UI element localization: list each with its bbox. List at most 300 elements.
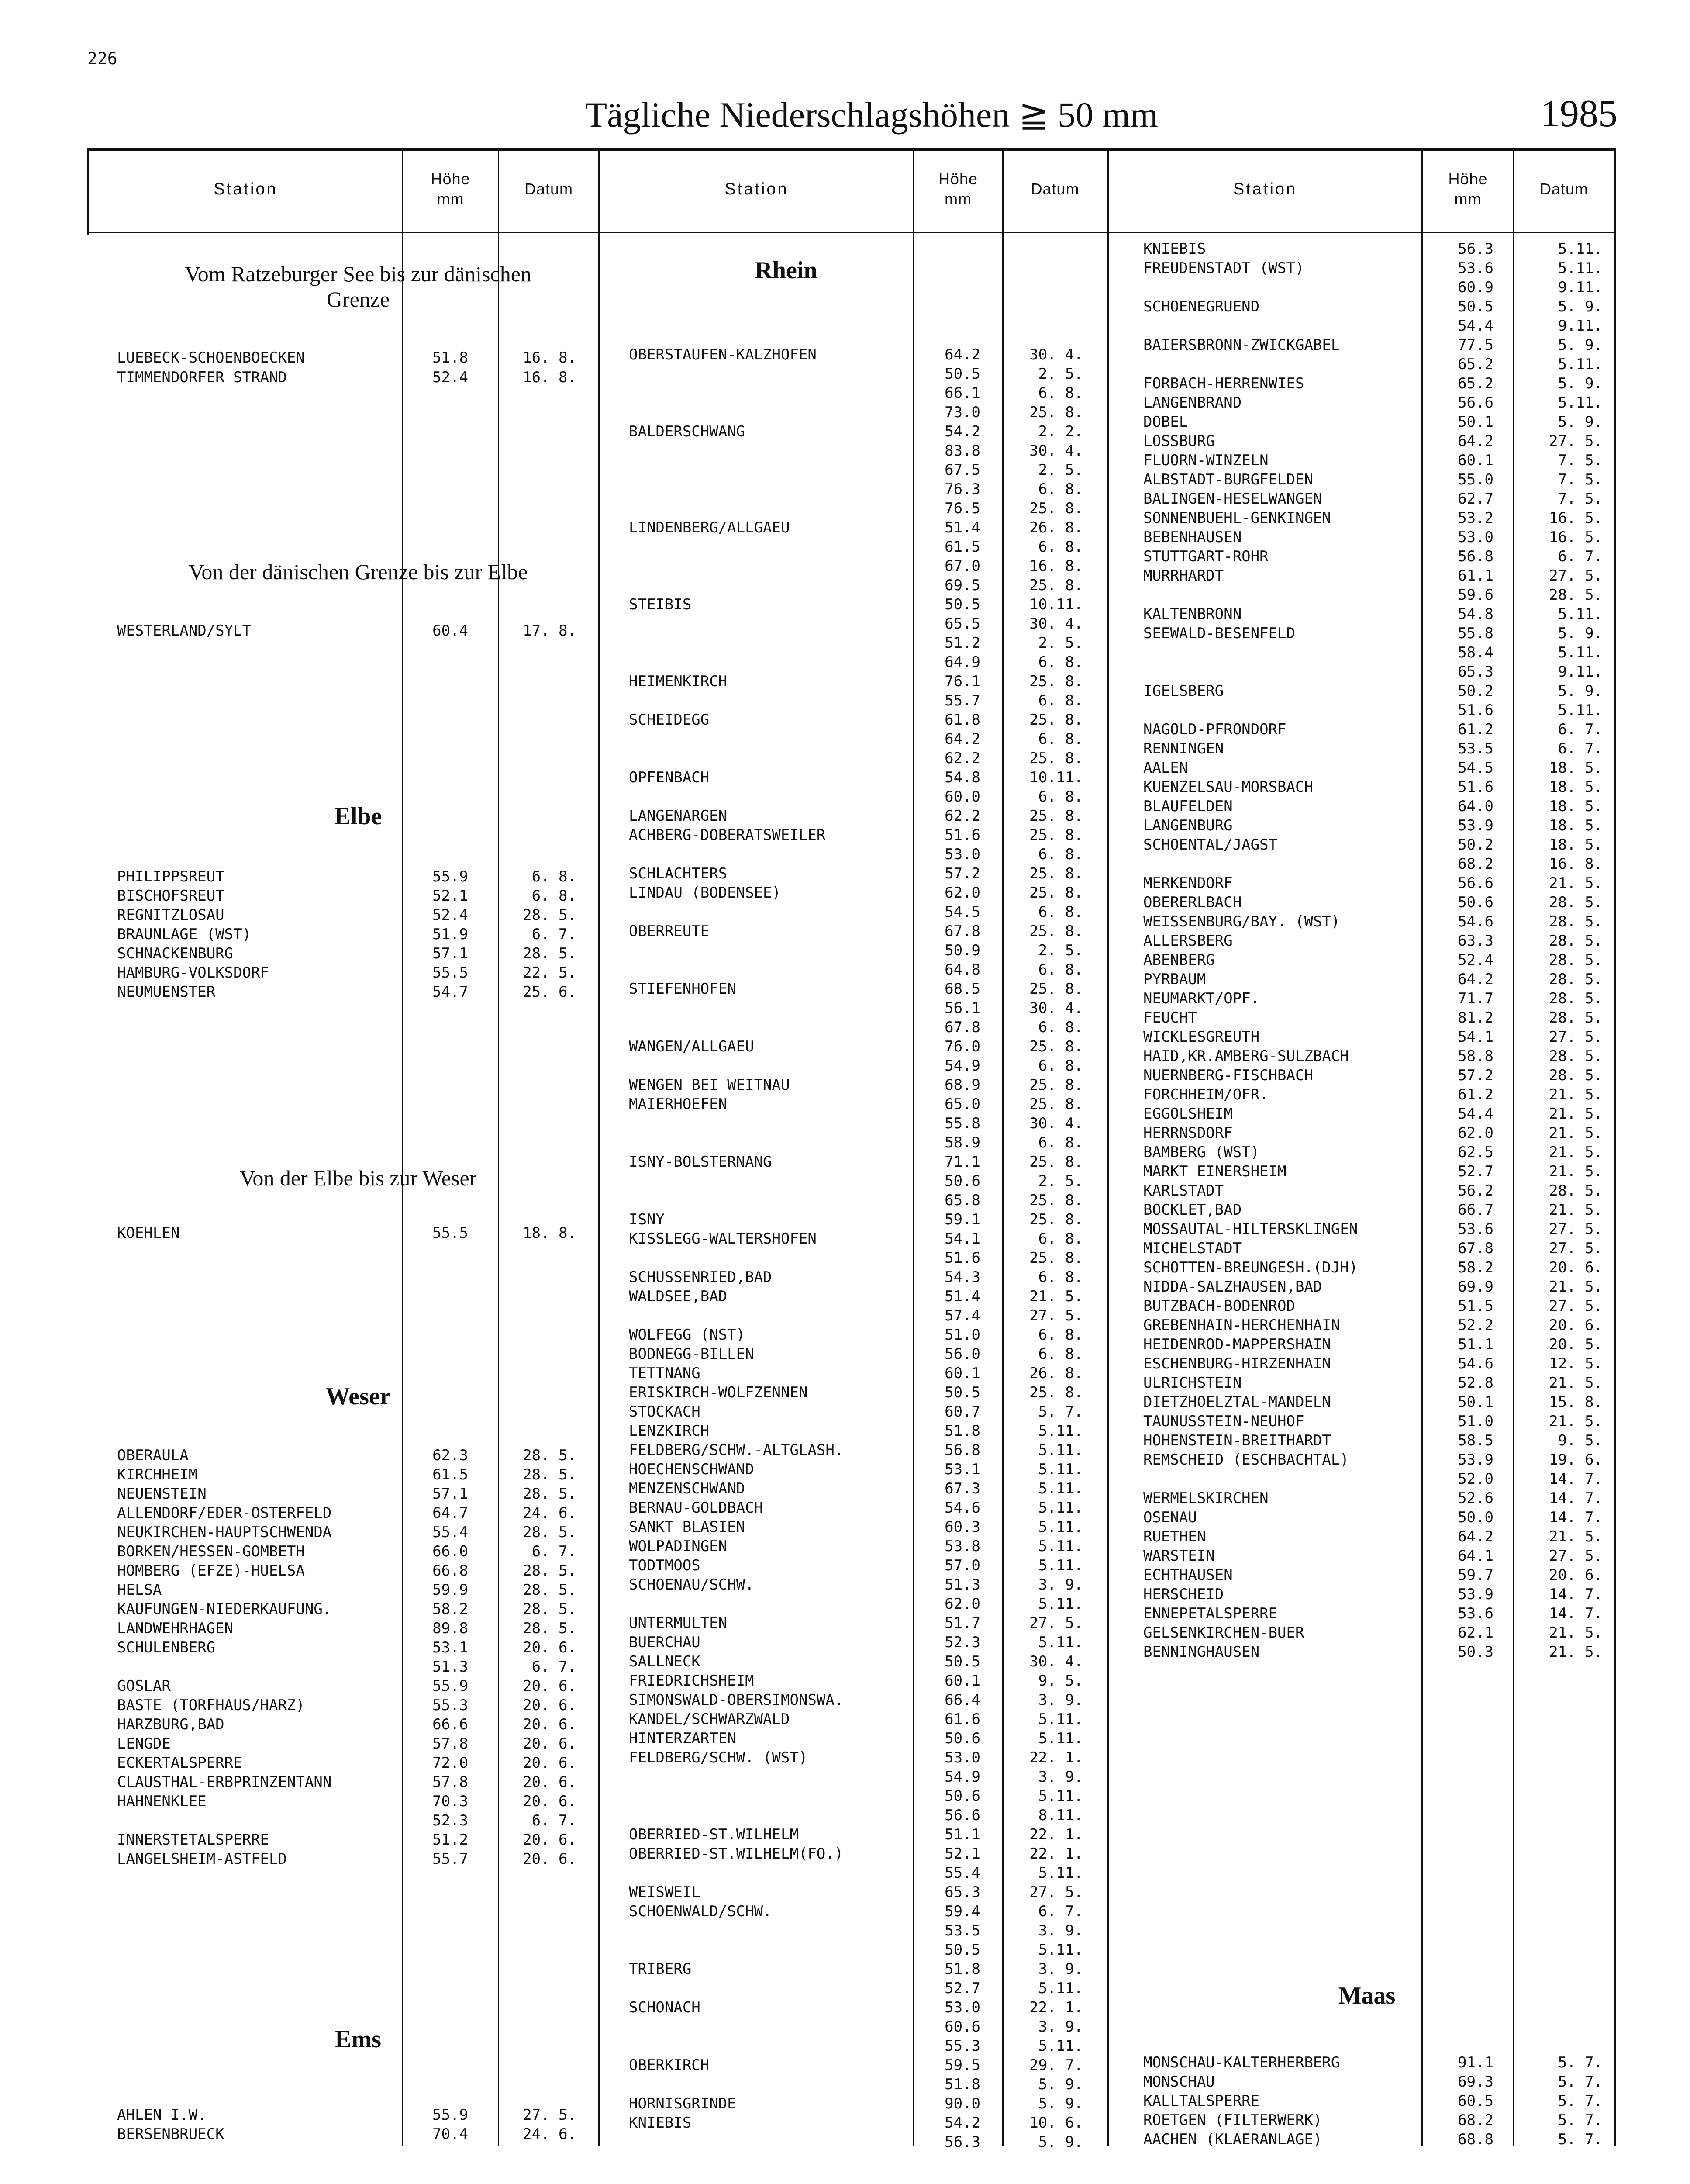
station-name: BASTE (TORFHAUS/HARZ) <box>117 1697 305 1714</box>
precip-date: 3. 9. <box>1038 1576 1083 1593</box>
station-name: KALLTALSPERRE <box>1143 2092 1260 2110</box>
region-heading: Weser <box>325 1383 391 1410</box>
precip-height: 65.0 <box>945 1095 980 1113</box>
precip-height: 62.7 <box>1458 490 1493 508</box>
precip-date: 5.11. <box>1038 2037 1083 2055</box>
precip-height: 53.1 <box>432 1639 468 1656</box>
precip-height: 55.9 <box>432 2106 468 2124</box>
station-name: BERSENBRUECK <box>117 2125 224 2143</box>
precip-date: 3. 9. <box>1038 1768 1083 1786</box>
station-name: HAHNENKLEE <box>117 1793 207 1810</box>
precip-height: 52.0 <box>1458 1470 1493 1488</box>
precip-date: 19. 6. <box>1549 1451 1603 1469</box>
precip-date: 7. 5. <box>1558 471 1603 488</box>
precip-date: 21. 5. <box>1549 1528 1603 1545</box>
precip-height: 69.5 <box>945 577 980 594</box>
column-divider <box>598 148 600 2146</box>
precip-height: 50.6 <box>945 1787 980 1805</box>
precip-date: 30. 4. <box>1029 1653 1083 1670</box>
station-name: FORBACH-HERRENWIES <box>1143 375 1304 392</box>
precip-date: 5.11. <box>1038 1730 1083 1747</box>
precip-date: 28. 5. <box>1549 1009 1603 1026</box>
precip-height: 52.8 <box>1458 1374 1493 1392</box>
station-name: BUTZBACH-BODENROD <box>1143 1297 1295 1315</box>
precip-date: 6. 7. <box>531 1812 576 1829</box>
station-name: LANGENBURG <box>1143 817 1233 834</box>
precip-date: 21. 5. <box>1549 1201 1603 1219</box>
precip-date: 21. 5. <box>1549 1643 1603 1661</box>
precip-date: 28. 5. <box>1549 932 1603 950</box>
station-name: SCHOTTEN-BREUNGESH.(DJH) <box>1143 1259 1358 1276</box>
precip-date: 5. 9. <box>1558 298 1603 315</box>
precip-height: 54.7 <box>432 983 468 1001</box>
precip-height: 62.2 <box>945 750 980 767</box>
precip-height: 55.0 <box>1458 471 1493 488</box>
station-name: PHILIPPSREUT <box>117 868 224 885</box>
precip-height: 65.2 <box>1458 375 1493 392</box>
precip-height: 54.8 <box>945 769 980 786</box>
precip-height: 76.5 <box>945 500 980 517</box>
station-name: TODTMOOS <box>629 1557 700 1574</box>
header-station: Station <box>724 180 789 198</box>
precip-date: 14. 7. <box>1549 1509 1603 1526</box>
station-name: BALDERSCHWANG <box>629 423 745 440</box>
station-name: SONNENBUEHL-GENKINGEN <box>1143 509 1331 527</box>
station-name: HERRNSDORF <box>1143 1124 1233 1142</box>
precip-date: 5.11. <box>1038 1941 1083 1959</box>
precip-height: 54.2 <box>945 423 980 440</box>
precip-date: 5.11. <box>1558 356 1603 373</box>
precip-date: 6. 7. <box>1558 548 1603 565</box>
station-name: LINDENBERG/ALLGAEU <box>629 519 790 536</box>
precip-height: 60.3 <box>945 1518 980 1536</box>
station-name: KIRCHHEIM <box>117 1466 198 1483</box>
station-name: KNIEBIS <box>629 2114 692 2132</box>
precip-height: 54.1 <box>945 1230 980 1248</box>
precip-date: 5.11. <box>1558 702 1603 719</box>
precip-date: 28. 5. <box>523 945 576 962</box>
precip-height: 67.8 <box>945 1019 980 1036</box>
station-name: HAMBURG-VOLKSDORF <box>117 964 269 981</box>
precip-height: 66.1 <box>945 384 980 402</box>
precip-height: 56.6 <box>1458 394 1493 411</box>
precip-date: 16. 8. <box>1029 557 1083 575</box>
precip-height: 64.1 <box>1458 1547 1493 1565</box>
precip-height: 60.4 <box>432 622 468 639</box>
station-name: NEUMARKT/OPF. <box>1143 990 1260 1007</box>
station-name: SCHOENAU/SCHW. <box>629 1576 754 1593</box>
precip-height: 59.4 <box>945 1903 980 1920</box>
station-name: DIETZHOELZTAL-MANDELN <box>1143 1393 1331 1411</box>
precip-height: 58.2 <box>432 1600 468 1618</box>
precip-date: 20. 6. <box>523 1850 576 1868</box>
precip-date: 20. 6. <box>1549 1317 1603 1334</box>
station-name: OBERAULA <box>117 1447 189 1464</box>
precip-date: 25. 8. <box>1029 577 1083 594</box>
precip-date: 6. 8. <box>531 887 576 905</box>
precip-date: 9.11. <box>1558 279 1603 296</box>
precip-height: 50.2 <box>1458 836 1493 854</box>
precip-date: 18. 8. <box>523 1224 576 1242</box>
precip-date: 6. 8. <box>1038 1345 1083 1363</box>
precip-date: 6. 8. <box>1038 846 1083 863</box>
precip-date: 8.11. <box>1038 1807 1083 1824</box>
precip-height: 66.7 <box>1458 1201 1493 1219</box>
precip-date: 25. 8. <box>1029 1038 1083 1055</box>
station-name: BEBENHAUSEN <box>1143 529 1242 546</box>
station-name: UNTERMULTEN <box>629 1614 728 1632</box>
precip-date: 28. 5. <box>1549 913 1603 930</box>
precip-date: 27. 5. <box>1029 1307 1083 1324</box>
precip-date: 5. 9. <box>1558 625 1603 642</box>
precip-height: 65.5 <box>945 615 980 632</box>
precip-height: 64.2 <box>1458 971 1493 988</box>
station-name: HEIDENROD-MAPPERSHAIN <box>1143 1336 1331 1353</box>
station-name: BODNEGG-BILLEN <box>629 1345 754 1363</box>
precip-height: 53.0 <box>945 1749 980 1766</box>
station-name: FELDBERG/SCHW.-ALTGLASH. <box>629 1441 844 1459</box>
precip-date: 5. 9. <box>1558 682 1603 700</box>
region-heading: Elbe <box>334 803 382 830</box>
station-name: WERMELSKIRCHEN <box>1143 1489 1269 1507</box>
precip-date: 10.11. <box>1029 769 1083 786</box>
precip-height: 53.6 <box>1458 1220 1493 1238</box>
station-name: HOMBERG (EFZE)-HUELSA <box>117 1562 305 1579</box>
station-name: WANGEN/ALLGAEU <box>629 1038 754 1055</box>
precip-height: 64.9 <box>945 653 980 671</box>
precip-date: 6. 8. <box>1038 961 1083 978</box>
precip-date: 3. 9. <box>1038 1922 1083 1939</box>
precip-height: 64.7 <box>432 1504 468 1522</box>
precip-date: 6. 8. <box>1038 1019 1083 1036</box>
station-name: TIMMENDORFER STRAND <box>117 369 287 386</box>
precip-date: 25. 8. <box>1029 1211 1083 1228</box>
precip-date: 5.11. <box>1038 1518 1083 1536</box>
precip-height: 60.1 <box>945 1365 980 1382</box>
precip-height: 55.5 <box>432 964 468 981</box>
page-title: Tägliche Niederschlagshöhen ≧ 50 mm <box>585 95 1158 135</box>
precip-height: 64.8 <box>945 961 980 978</box>
precip-height: 56.6 <box>945 1807 980 1824</box>
station-name: INNERSTETALSPERRE <box>117 1831 269 1849</box>
station-name: MOSSAUTAL-HILTERSKLINGEN <box>1143 1220 1358 1238</box>
precip-height: 54.9 <box>945 1768 980 1786</box>
precip-date: 28. 5. <box>523 1524 576 1541</box>
station-name: WENGEN BEI WEITNAU <box>629 1076 790 1094</box>
precip-date: 18. 5. <box>1549 798 1603 815</box>
precip-height: 54.4 <box>1458 1105 1493 1123</box>
precip-date: 22. 5. <box>523 964 576 981</box>
precip-date: 14. 7. <box>1549 1489 1603 1507</box>
station-name: RENNINGEN <box>1143 740 1224 757</box>
precip-height: 57.1 <box>432 1485 468 1503</box>
precip-date: 6. 8. <box>1038 1268 1083 1286</box>
precip-height: 52.2 <box>1458 1317 1493 1334</box>
precip-date: 28. 5. <box>1549 971 1603 988</box>
precip-date: 9. 5. <box>1038 1672 1083 1690</box>
station-name: NUERNBERG-FISCHBACH <box>1143 1067 1313 1084</box>
precip-date: 6. 8. <box>1038 788 1083 805</box>
precip-date: 22. 1. <box>1029 1999 1083 2016</box>
header-datum: Datum <box>1031 180 1080 198</box>
precip-date: 25. 8. <box>1029 807 1083 825</box>
station-name: NEUMUENSTER <box>117 983 216 1001</box>
station-name: WOLFEGG (NST) <box>629 1326 745 1344</box>
precip-date: 2. 5. <box>1038 1172 1083 1190</box>
station-name: BAIERSBRONN-ZWICKGABEL <box>1143 336 1340 354</box>
precip-height: 52.3 <box>945 1634 980 1651</box>
precip-height: 58.5 <box>1458 1432 1493 1449</box>
station-name: RUETHEN <box>1143 1528 1206 1545</box>
precip-date: 20. 6. <box>523 1754 576 1772</box>
precip-date: 16. 8. <box>1549 855 1603 873</box>
station-name: GOSLAR <box>117 1677 171 1695</box>
precip-date: 27. 5. <box>1549 1240 1603 1257</box>
precip-height: 66.4 <box>945 1691 980 1709</box>
precip-date: 6. 8. <box>1038 903 1083 921</box>
header-station: Station <box>1233 180 1297 198</box>
precip-height: 51.0 <box>945 1326 980 1344</box>
precip-date: 15. 8. <box>1549 1393 1603 1411</box>
station-name: ECHTHAUSEN <box>1143 1566 1233 1584</box>
station-name: FRIEDRICHSHEIM <box>629 1672 754 1690</box>
station-name: KAUFUNGEN-NIEDERKAUFUNG. <box>117 1600 332 1618</box>
station-name: BALINGEN-HESELWANGEN <box>1143 490 1322 508</box>
precip-height: 53.9 <box>1458 1586 1493 1603</box>
precip-height: 51.4 <box>945 1288 980 1305</box>
precip-height: 69.3 <box>1458 2073 1493 2091</box>
precip-date: 20. 6. <box>523 1716 576 1733</box>
precip-date: 24. 6. <box>523 1504 576 1522</box>
precip-height: 61.8 <box>945 711 980 729</box>
precip-date: 3. 9. <box>1038 1960 1083 1978</box>
precip-date: 5.11. <box>1038 1441 1083 1459</box>
station-name: ISNY <box>629 1211 665 1228</box>
precip-date: 21. 5. <box>1549 1086 1603 1103</box>
station-name: NEUENSTEIN <box>117 1485 207 1503</box>
station-name: DOBEL <box>1143 413 1188 431</box>
station-name: KISSLEGG-WALTERSHOFEN <box>629 1230 817 1248</box>
precip-height: 61.5 <box>945 538 980 556</box>
station-name: SCHOENWALD/SCHW. <box>629 1903 772 1920</box>
precip-height: 62.3 <box>432 1447 468 1464</box>
precip-date: 5.11. <box>1038 1557 1083 1574</box>
precip-date: 28. 5. <box>1549 1182 1603 1199</box>
precip-height: 55.3 <box>945 2037 980 2055</box>
precip-height: 66.6 <box>432 1716 468 1733</box>
precip-date: 20. 6. <box>523 1697 576 1714</box>
station-name: AHLEN I.W. <box>117 2106 207 2124</box>
station-name: AALEN <box>1143 759 1188 777</box>
precip-date: 30. 4. <box>1029 442 1083 460</box>
precip-date: 5.11. <box>1038 1461 1083 1478</box>
precip-date: 28. 5. <box>523 1562 576 1579</box>
precip-date: 20. 5. <box>1549 1336 1603 1353</box>
station-name: MERKENDORF <box>1143 874 1233 892</box>
station-name: MONSCHAU-KALTERHERBERG <box>1143 2054 1340 2071</box>
precip-height: 56.8 <box>1458 548 1493 565</box>
precip-date: 28. 5. <box>523 906 576 924</box>
precip-date: 6. 8. <box>1038 1134 1083 1151</box>
precip-height: 51.2 <box>432 1831 468 1849</box>
precip-height: 67.8 <box>945 923 980 940</box>
precip-height: 53.5 <box>945 1922 980 1939</box>
precip-date: 6. 7. <box>1558 721 1603 738</box>
precip-height: 55.5 <box>432 1224 468 1242</box>
precip-height: 91.1 <box>1458 2054 1493 2071</box>
precip-height: 55.8 <box>1458 625 1493 642</box>
precip-date: 26. 8. <box>1029 1365 1083 1382</box>
precip-height: 73.0 <box>945 404 980 421</box>
precip-height: 57.2 <box>1458 1067 1493 1084</box>
station-name: FEUCHT <box>1143 1009 1197 1026</box>
precip-height: 62.5 <box>1458 1144 1493 1161</box>
precip-height: 50.3 <box>1458 1643 1493 1661</box>
precip-height: 51.3 <box>945 1576 980 1593</box>
precip-height: 56.3 <box>945 2133 980 2151</box>
station-name: REGNITZLOSAU <box>117 906 224 924</box>
precip-height: 51.1 <box>945 1826 980 1843</box>
station-name: SCHONACH <box>629 1999 700 2016</box>
precip-height: 53.9 <box>1458 1451 1493 1469</box>
precip-height: 51.4 <box>945 519 980 536</box>
precip-height: 50.9 <box>945 942 980 959</box>
page-number: 226 <box>87 49 117 68</box>
precip-height: 71.1 <box>945 1153 980 1171</box>
precip-height: 50.6 <box>1458 894 1493 911</box>
precip-date: 21. 5. <box>1549 1624 1603 1641</box>
precip-date: 27. 5. <box>1549 1547 1603 1565</box>
precip-height: 52.1 <box>945 1845 980 1863</box>
precip-height: 50.0 <box>1458 1509 1493 1526</box>
precip-height: 61.2 <box>1458 1086 1493 1103</box>
precip-height: 54.5 <box>1458 759 1493 777</box>
station-name: GREBENHAIN-HERCHENHAIN <box>1143 1317 1340 1334</box>
precip-date: 14. 7. <box>1549 1470 1603 1488</box>
precip-date: 27. 5. <box>1549 1297 1603 1315</box>
precip-date: 6. 8. <box>1038 653 1083 671</box>
precip-height: 50.6 <box>945 1730 980 1747</box>
station-name: BAMBERG (WST) <box>1143 1144 1260 1161</box>
precip-height: 54.9 <box>945 1057 980 1075</box>
precip-height: 60.1 <box>945 1672 980 1690</box>
station-name: SCHOENEGRUEND <box>1143 298 1260 315</box>
precip-date: 25. 8. <box>1029 673 1083 690</box>
precip-date: 16. 8. <box>523 349 576 366</box>
precip-date: 27. 5. <box>1029 1614 1083 1632</box>
precip-height: 50.2 <box>1458 682 1493 700</box>
station-name: HEIMENKIRCH <box>629 673 728 690</box>
precip-date: 5. 7. <box>1558 2073 1603 2091</box>
precip-height: 55.9 <box>432 868 468 885</box>
station-name: HOHENSTEIN-BREITHARDT <box>1143 1432 1331 1449</box>
station-name: SCHNACKENBURG <box>117 945 234 962</box>
precip-date: 5. 9. <box>1038 2076 1083 2093</box>
station-name: KUENZELSAU-MORSBACH <box>1143 778 1313 796</box>
precip-date: 5. 9. <box>1558 336 1603 354</box>
precip-date: 2. 5. <box>1038 461 1083 479</box>
precip-date: 5. 7. <box>1558 2111 1603 2129</box>
station-name: NEUKIRCHEN-HAUPTSCHWENDA <box>117 1524 332 1541</box>
precip-height: 56.6 <box>1458 874 1493 892</box>
region-heading: Von der Elbe bis zur Weser <box>239 1166 477 1190</box>
precip-date: 21. 5. <box>1549 1124 1603 1142</box>
precip-height: 59.1 <box>945 1211 980 1228</box>
station-name: FELDBERG/SCHW. (WST) <box>629 1749 808 1766</box>
precip-date: 25. 8. <box>1029 1192 1083 1209</box>
precip-date: 25. 8. <box>1029 923 1083 940</box>
station-name: SCHEIDEGG <box>629 711 710 729</box>
precip-height: 62.2 <box>945 807 980 825</box>
precip-date: 18. 5. <box>1549 778 1603 796</box>
precip-height: 81.2 <box>1458 1009 1493 1026</box>
precip-height: 83.8 <box>945 442 980 460</box>
header-datum: Datum <box>1539 180 1589 198</box>
station-name: BLAUFELDEN <box>1143 798 1233 815</box>
precip-height: 51.6 <box>945 1249 980 1267</box>
precip-height: 53.2 <box>1458 509 1493 527</box>
precip-height: 60.1 <box>1458 452 1493 469</box>
precip-date: 6. 7. <box>531 1658 576 1676</box>
station-name: LANGENBRAND <box>1143 394 1242 411</box>
precip-height: 56.3 <box>1458 240 1493 258</box>
station-name: AACHEN (KLAERANLAGE) <box>1143 2131 1322 2148</box>
precip-height: 51.5 <box>1458 1297 1493 1315</box>
precip-date: 18. 5. <box>1549 759 1603 777</box>
precip-date: 20. 6. <box>523 1677 576 1695</box>
precip-height: 65.8 <box>945 1192 980 1209</box>
precip-date: 5.11. <box>1558 259 1603 277</box>
precip-date: 2. 5. <box>1038 942 1083 959</box>
precip-date: 28. 5. <box>1549 1067 1603 1084</box>
precip-date: 18. 5. <box>1549 836 1603 854</box>
precip-date: 20. 6. <box>523 1793 576 1810</box>
precip-date: 27. 5. <box>523 2106 576 2124</box>
precip-height: 67.3 <box>945 1480 980 1497</box>
station-name: KARLSTADT <box>1143 1182 1224 1199</box>
station-name: LANGENARGEN <box>629 807 728 825</box>
precip-date: 28. 5. <box>1549 951 1603 969</box>
precip-date: 5. 9. <box>1558 413 1603 431</box>
precip-date: 6. 7. <box>1558 740 1603 757</box>
station-name: ISNY-BOLSTERNANG <box>629 1153 772 1171</box>
precip-height: 68.2 <box>1458 855 1493 873</box>
precip-date: 29. 7. <box>1029 2056 1083 2074</box>
precip-date: 5. 9. <box>1038 2133 1083 2151</box>
station-name: WICKLESGREUTH <box>1143 1028 1260 1046</box>
precip-height: 54.6 <box>945 1499 980 1517</box>
precip-height: 64.2 <box>1458 432 1493 450</box>
precip-height: 63.3 <box>1458 932 1493 950</box>
precip-date: 21. 5. <box>1029 1288 1083 1305</box>
precip-date: 6. 7. <box>1038 1903 1083 1920</box>
station-name: STOCKACH <box>629 1403 700 1420</box>
precip-height: 60.5 <box>1458 2092 1493 2110</box>
station-name: HAID,KR.AMBERG-SULZBACH <box>1143 1047 1349 1065</box>
station-name: KALTENBRONN <box>1143 605 1242 623</box>
station-name: MURRHARDT <box>1143 567 1224 584</box>
station-name: PYRBAUM <box>1143 971 1206 988</box>
station-name: OBERERLBACH <box>1143 894 1242 911</box>
precip-height: 54.2 <box>945 2114 980 2132</box>
precip-date: 25. 8. <box>1029 1076 1083 1094</box>
precip-date: 27. 5. <box>1549 432 1603 450</box>
precip-date: 5.11. <box>1558 605 1603 623</box>
station-name: MARKT EINERSHEIM <box>1143 1163 1286 1180</box>
precip-date: 25. 8. <box>1029 1095 1083 1113</box>
precip-height: 52.4 <box>432 369 468 386</box>
region-heading: Von der dänischen Grenze bis zur Elbe <box>188 560 528 584</box>
